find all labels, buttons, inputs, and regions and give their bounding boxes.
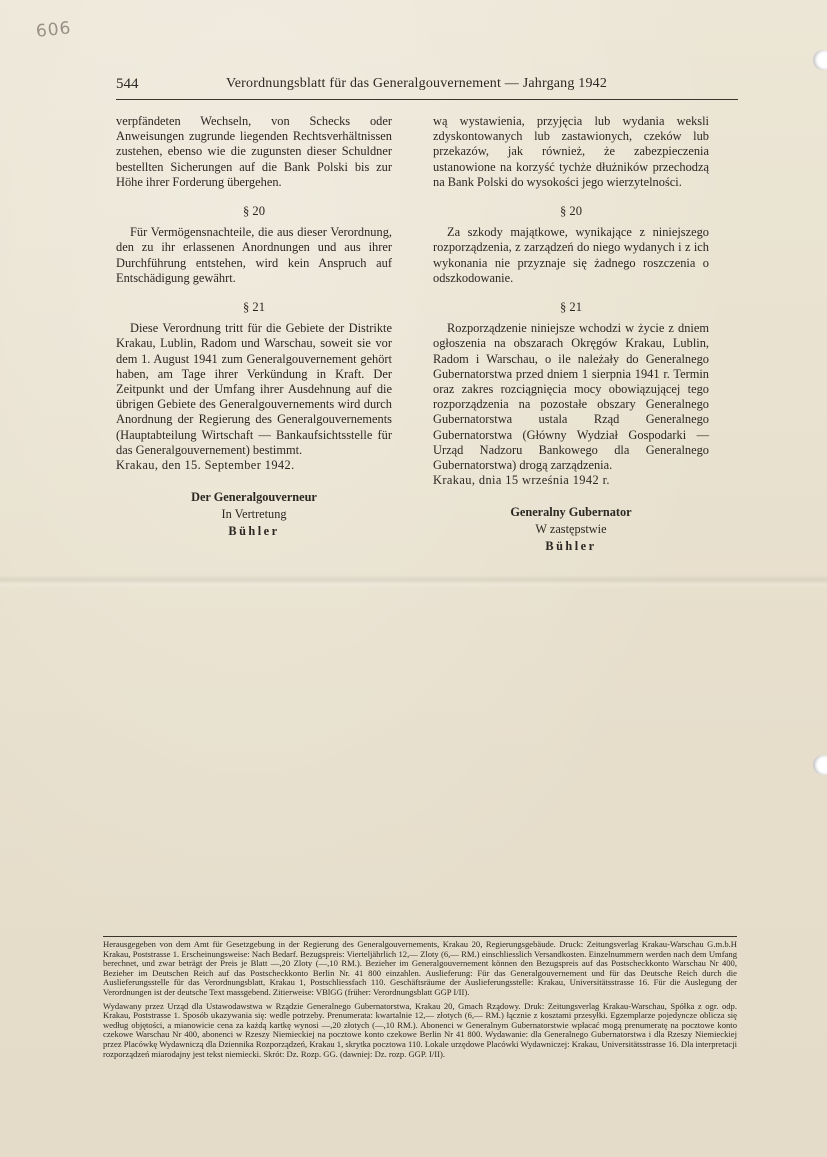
polish-signature-name: Bühler [545, 539, 597, 554]
polish-section-21-heading: § 21 [559, 300, 583, 315]
polish-signature-role: Generalny Gubernator [510, 505, 632, 520]
header-rule [116, 99, 738, 100]
polish-signature-block [433, 504, 709, 555]
german-intro-paragraph: verpfändeten Wechseln, von Schecks oder Anweisungen zugrunde liegenden Rechtsverhältnissen zustehen, ebenso wie die zugunsten dieser Schuldner bestellten Sicherungen auf die Bank Polski bis zur Höhe ihrer Forderung übergehen. [116, 114, 392, 189]
paper-fold [0, 575, 827, 589]
german-place-date: Krakau, den 15. September 1942. [116, 458, 295, 473]
running-title: Verordnungsblatt für das Generalgouvernement — Jahrgang 1942 [226, 76, 608, 91]
polish-place-date: Krakau, dnia 15 września 1942 r. [433, 473, 610, 488]
german-section-21-heading: § 21 [242, 300, 266, 315]
german-section-20-heading: § 20 [242, 204, 266, 219]
page-number: 544 [116, 76, 139, 92]
polish-section-20-text: Za szkody majątkowe, wynikające z niniejszego rozporządzenia, z zarządzeń do niego wydanych i z ich wykonania nie przyznaje się żadnego roszczenia o odszkodowanie. [433, 225, 709, 285]
polish-section-21-text: Rozporządzenie niniejsze wchodzi w życie z dniem ogłoszenia na obszarach Okręgów Krakau, Lublin, Radom i Warschau, o ile należały do Generalnego Gubernatorstwa przed dniem 1 sierpnia 1941 r. Termin oraz zakres rozciągnięcia mocy obowiązującej tego rozporządzenia na pozostałe obszary Generalnego Gubernatorstwa ustala Rząd Generalnego Gubernatorstwa (Główny Wydział Gospodarki — Urząd Nadzoru Bankowego dla Generalnego Gubernatorstwa) drogą zarządzenia. [433, 321, 709, 473]
german-signature-role: Der Generalgouverneur [191, 490, 317, 505]
german-section-21-text: Diese Verordnung tritt für die Gebiete der Distrikte Krakau, Lublin, Radom und Warschau, soweit sie vor dem 1. August 1941 zum Generalgouvernement gehört haben, am Tage ihrer Verkündung in Kraft. Der Zeitpunkt und der Umfang ihrer Ausdehnung auf die übrigen Gebiete des Generalgouvernements wird durch Anordnung der Regierung des Generalgouvernements (Hauptabteilung Wirtschaft — Bankaufsichtsstelle für das Generalgouvernement) bestimmt. [116, 321, 392, 457]
publication-footer [103, 940, 737, 1063]
polish-signature-deputy: W zastępstwie [535, 522, 607, 537]
footer-german-imprint: Herausgegeben von dem Amt für Gesetzgebung in der Regierung des Generalgouvernements, Krakau 20, Regierungsgebäude. Druck: Zeitungsverlag Krakau-Warschau G.m.b.H Krakau, Poststrasse 1. Erscheinungsweise: Nach Bedarf. Bezugspreis: Vierteljährlich 12,— Zloty (6,— RM.) einschliesslich Versandkosten. Einzelnummern werden nach dem Umfang berechnet, und zwar beträgt der Preis je Blatt —,20 Zloty (—,10 RM.). Bezieher im Generalgouvernement können den Bezugspreis auf das Postscheckkonto Warschau Nr 400, Bezieher im Deutschen Reich auf das Postscheckkonto Berlin Nr. 41 800 einzahlen. Auslieferung: Für das Generalgouvernement und für das Deutsche Reich durch die Auslieferungsstelle für das Verordnungsblatt, Krakau 1, Postschliessfach 110. Geschäftsräume der Auslieferungsstelle: Krakau, Universitätsstrasse 16. Für die Auslegung der Verordnungen ist der deutsche Text massgebend. Zitierweise: VBlGG (früher: Verordnungsblatt GGP I/II). [103, 939, 737, 997]
handwritten-page-note: 606 [35, 18, 73, 42]
german-column [116, 114, 392, 540]
german-signature-name: Bühler [228, 524, 280, 539]
footer-polish-imprint: Wydawany przez Urząd dla Ustawodawstwa w Rządzie Generalnego Gubernatorstwa, Krakau 20, Gmach Rządowy. Druk: Zeitungsverlag Krakau-Warschau, Spółka z ogr. odp. Krakau, Poststrasse 1. Sposób ukazywania się: wedle potrzeby. Prenumerata: kwartalnie 12,— złotych (6,— RM.) łącznie z kosztami przesyłki. Egzemplarze pojedyncze oblicza się według objętości, a mianowicie cena za każdą kartkę wynosi —,20 złotych (—,10 RM.). Abonenci w Generalnym Gubernatorstwie wpłacać mogą prenumeratę na pocztowe konto czekowe Warschau Nr 400, abonenci w Rzeszy Niemieckiej na pocztowe konto czekowe Berlin Nr 41 800. Wydawanie: dla Generalnego Gubernatorstwa i dla Rzeszy Niemieckiej przez Placówkę Wydawniczą dla Dziennika Rozporządzeń, Krakau 1, skrytka pocztowa 110. Lokale urzędowe Placówki Wydawniczej: Krakau, Universitätsstrasse 16. Dla interpretacji rozporządzeń miarodajny jest tekst niemiecki. Skrót: Dz. Rozp. GG. (dawniej: Dz. rozp. GGP. I/II). [103, 1000, 737, 1059]
punch-hole-bottom [813, 755, 827, 775]
polish-section-20-heading: § 20 [559, 204, 583, 219]
page-header [116, 76, 737, 96]
polish-column [433, 114, 709, 555]
german-section-20-text: Für Vermögensnachteile, die aus dieser Verordnung, den zu ihr erlassenen Anordnungen und aus ihrer Durchführung entstehen, wird kein Anspruch auf Entschädigung gewährt. [116, 225, 392, 285]
german-signature-deputy: In Vertretung [221, 507, 287, 522]
footer-rule [103, 936, 737, 937]
german-signature-block [116, 489, 392, 540]
polish-intro-paragraph: wą wystawienia, przyjęcia lub wydania weksli zdyskontowanych lub zastawionych, czeków lub przekazów, jak również, że zabezpieczenia ustanowione na korzyść tychże dłużników przechodzą na Bank Polski do wysokości jego wierzytelności. [433, 114, 709, 189]
punch-hole-top [813, 50, 827, 70]
